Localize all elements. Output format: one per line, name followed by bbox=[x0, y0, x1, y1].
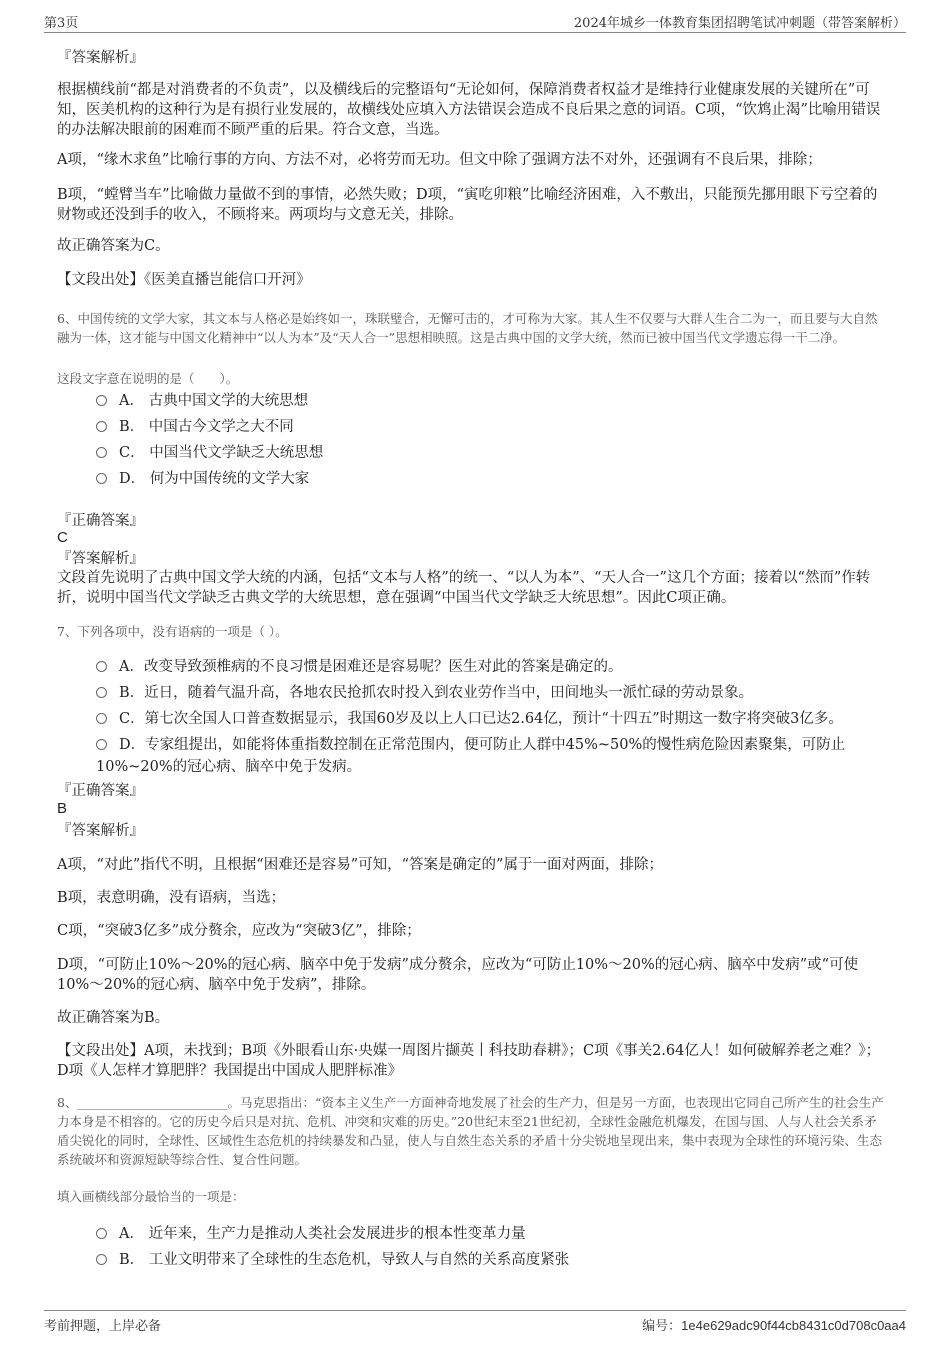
radio-icon[interactable] bbox=[96, 473, 107, 484]
page-number: 第3页 bbox=[44, 16, 79, 31]
page-footer bbox=[44, 1310, 906, 1333]
document-code bbox=[642, 1315, 906, 1334]
q6-option-c[interactable]: C． 中国当代文学缺乏大统思想 bbox=[96, 442, 886, 464]
document-title: 2024年城乡一体教育集团招聘笔试冲刺题（带答案解析） bbox=[573, 16, 906, 31]
q6-stem: 6、中国传统的文学大家，其文本与人格必是始终如一，珠联璧合，无懈可击的，才可称为大家。其人生不仅要与大群人生合二为一，而且要与大自然融为一体，这才能与中国文化精神中“以人为本”及“天人合一”思想相映照。这是古典中国的文学大统，然而已被中国当代文学遗忘得一干二净。 bbox=[57, 311, 878, 345]
radio-icon[interactable] bbox=[96, 421, 107, 432]
radio-icon[interactable] bbox=[96, 1228, 107, 1239]
q7-analysis-p4: D项，“可防止10%～20%的冠心病、脑卒中免于发病”成分赘余，应改为“可防止10%～20%的冠心病、脑卒中发病”或“可使10%～20%的冠心病、脑卒中免于发病”，排除。 bbox=[57, 957, 859, 993]
radio-icon[interactable] bbox=[96, 1254, 107, 1265]
q5-source: 【文段出处】《医美直播岂能信口开河》 bbox=[57, 272, 311, 288]
q5-analysis-p2: A项，“缘木求鱼”比喻行事的方向、方法不对，必将劳而无功。但文中除了强调方法不对外，还强调有不良后果，排除； bbox=[57, 152, 822, 168]
q7-option-a[interactable]: A．改变导致颈椎病的不良习惯是困难还是容易呢？医生对此的答案是确定的。 bbox=[96, 656, 886, 678]
radio-icon[interactable] bbox=[96, 713, 107, 724]
q6-question: 这段文字意在说明的是（ ）。 bbox=[57, 371, 239, 386]
q6-correct-answer: C bbox=[57, 529, 68, 546]
q7-conclusion: 故正确答案为B。 bbox=[57, 1010, 170, 1026]
q8-option-a[interactable]: A． 近年来，生产力是推动人类社会发展进步的根本性变革力量 bbox=[96, 1223, 886, 1245]
code-value: 1e4e629adc90f44cb8431c0d708c0aa4 bbox=[681, 1318, 906, 1333]
q8-question: 填入画横线部分最恰当的一项是： bbox=[57, 1189, 245, 1204]
q7-correct-label: 『正确答案』 bbox=[57, 783, 144, 799]
q5-analysis-p1: 根据横线前“都是对消费者的不负责”，以及横线后的完整语句“无论如何，保障消费者权益才是维持行业健康发展的关键所在”可知，医美机构的这种行为是有损行业发展的，故横线处应填入方法错误会造成不良后果之意的词语。C项，“饮鸩止渴”比喻用错误的办法解决眼前的困难而不顾严重的后果。符合文意，当选。 bbox=[57, 82, 881, 138]
q5-conclusion: 故正确答案为C。 bbox=[57, 238, 170, 254]
q8-stem: 8、________________________。马克思指出：“资本主义生产一方面神奇地发展了社会的生产力，但是另一方面，也表现出它同自己所产生的社会生产力本身是不相容的。它的历史今后只是对抗、危机、冲突和灾难的历史。”20世纪末至21世纪初，全球性金融危机爆发，在国与国、人与人社会关系矛盾尖锐化的同时，全球性、区域性生态危机的持续暴发和凸显，使人与自然生态关系的矛盾十分尖锐地呈现出来，集中表现为全球性的环境污染、生态系统破坏和资源短缺等综合性、复合性问题。 bbox=[57, 1095, 884, 1167]
q5-analysis-label: 『答案解析』 bbox=[57, 50, 144, 66]
q6-analysis: 文段首先说明了古典中国文学大统的内涵，包括“文本与人格”的统一、“以人为本”、“天人合一”这几个方面；接着以“然而”作转折，说明中国当代文学缺乏古典文学的大统思想，意在强调“中国当代文学缺乏大统思想”。因此C项正确。 bbox=[57, 570, 871, 606]
q7-source: 【文段出处】A项，未找到；B项《外眼看山东·央媒一周图片撷英丨科技助春耕》；C项《事关2.64亿人！如何破解养老之难？》；D项《人怎样才算肥胖？我国提出中国成人肥胖标准》 bbox=[57, 1043, 881, 1079]
radio-icon[interactable] bbox=[96, 661, 107, 672]
q7-option-d[interactable]: D．专家组提出，如能将体重指数控制在正常范围内，便可防止人群中45%~50%的慢性病危险因素聚集，可防止10%~20%的冠心病、脑卒中免于发病。 bbox=[96, 737, 846, 775]
footer-slogan: 考前押题，上岸必备 bbox=[44, 1319, 162, 1334]
q6-option-a[interactable]: A． 古典中国文学的大统思想 bbox=[96, 390, 886, 412]
q6-option-d[interactable]: D． 何为中国传统的文学大家 bbox=[96, 468, 886, 490]
q7-analysis-label: 『答案解析』 bbox=[57, 823, 144, 839]
radio-icon[interactable] bbox=[96, 739, 107, 750]
code-label: 编号： bbox=[642, 1318, 682, 1333]
radio-icon[interactable] bbox=[96, 687, 107, 698]
q7-analysis-p1: A项，“对此”指代不明，且根据“困难还是容易”可知，“答案是确定的”属于一面对两面，排除； bbox=[57, 857, 663, 873]
q8-option-b[interactable]: B． 工业文明带来了全球性的生态危机，导致人与自然的关系高度紧张 bbox=[96, 1249, 886, 1271]
q6-correct-label: 『正确答案』 bbox=[57, 513, 144, 529]
q7-correct-answer: B bbox=[57, 800, 68, 817]
page-header bbox=[44, 10, 906, 33]
q7-analysis-p3: C项，“突破3亿多”成分赘余，应改为“突破3亿”，排除； bbox=[57, 923, 421, 939]
q7-option-b[interactable]: B．近日，随着气温升高，各地农民抢抓农时投入到农业劳作当中，田间地头一派忙碌的劳动景象。 bbox=[96, 682, 886, 704]
q5-analysis-p3: B项，“螳臂当车”比喻做力量做不到的事情，必然失败；D项，“寅吃卯粮”比喻经济困难，入不敷出，只能预先挪用眼下亏空着的财物或还没到手的收入，不顾将来。两项均与文意无关，排除。 bbox=[57, 187, 878, 223]
q7-option-c[interactable]: C．第七次全国人口普查数据显示，我国60岁及以上人口已达2.64亿，预计“十四五”时期这一数字将突破3亿多。 bbox=[96, 708, 886, 730]
q7-analysis-p2: B项，表意明确，没有语病，当选； bbox=[57, 890, 286, 906]
radio-icon[interactable] bbox=[96, 447, 107, 458]
q6-analysis-label: 『答案解析』 bbox=[57, 551, 144, 567]
q7-stem: 7、下列各项中，没有语病的一项是（ ）。 bbox=[57, 624, 288, 639]
q6-option-b[interactable]: B． 中国古今文学之大不同 bbox=[96, 416, 886, 438]
radio-icon[interactable] bbox=[96, 395, 107, 406]
